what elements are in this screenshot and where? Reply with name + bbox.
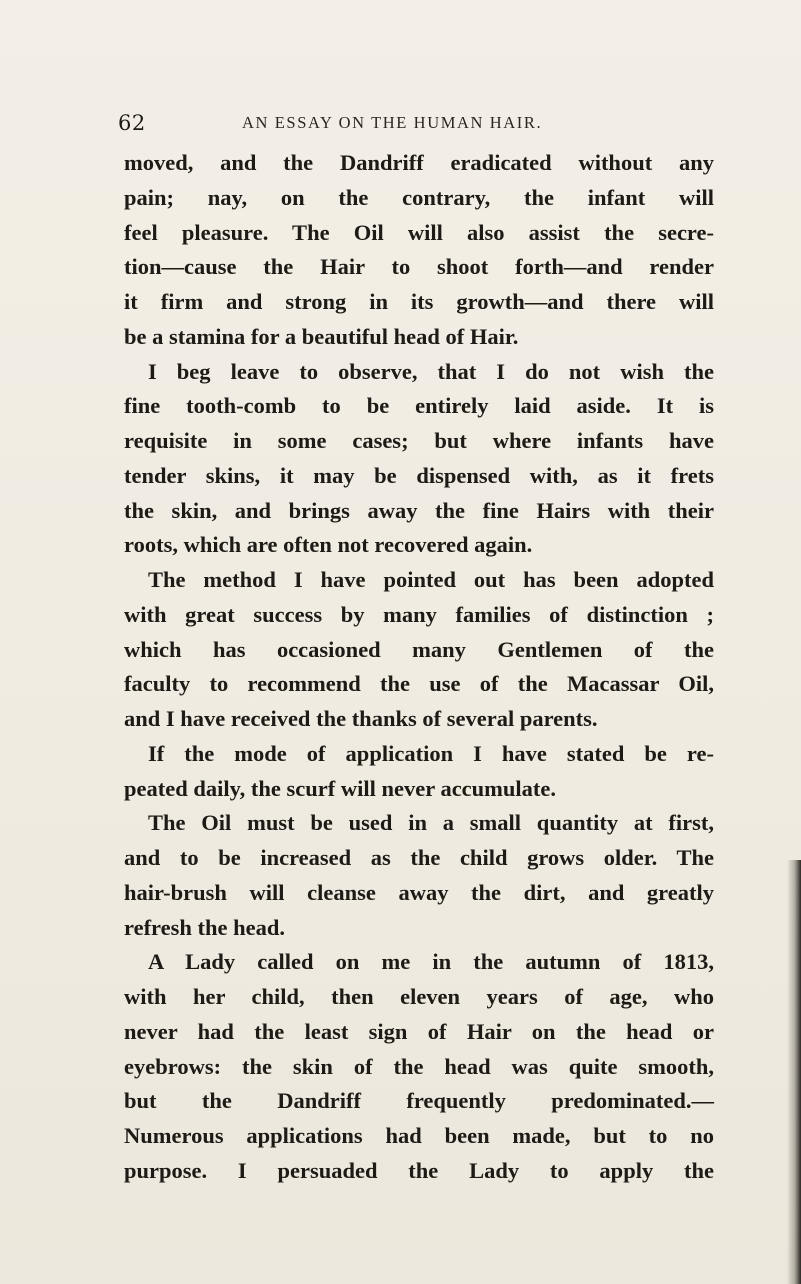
paragraph-first-line: The method I have pointed out has been adopted [148, 567, 714, 592]
text-line: it firm and strong in its growth—and there will [124, 289, 714, 314]
paragraph-first-line: The Oil must be used in a small quantity at first, [148, 810, 714, 836]
text-line: but the Dandriff frequently predominated.— [124, 1088, 714, 1114]
page-number: 62 [118, 111, 146, 135]
text-line: purpose. I persuaded the Lady to apply the [124, 1157, 714, 1183]
text-line: never had the least sign of Hair on the head or [124, 1018, 714, 1044]
text-line: with her child, then eleven years of age, who [124, 984, 714, 1009]
body-text [124, 146, 714, 1189]
text-line: roots, which are often not recovered again. [124, 532, 533, 558]
text-line: the skin, and brings away the fine Hairs with their [124, 497, 714, 523]
text-line: refresh the head. [124, 914, 286, 940]
text-line: Numerous applications had been made, but to no [124, 1123, 714, 1148]
running-head-title: AN ESSAY ON THE HUMAN HAIR. [242, 113, 543, 132]
text-line: faculty to recommend the use of the Macassar Oil, [124, 671, 714, 697]
text-line: be a stamina for a beautiful head of Hair. [124, 323, 519, 349]
text-line: tion—cause the Hair to shoot forth—and render [124, 254, 714, 280]
text-line: peated daily, the scurf will never accumulate. [124, 775, 557, 801]
paragraph-first-line: I beg leave to observe, that I do not wish the [148, 358, 714, 384]
text-line: requisite in some cases; but where infants have [124, 428, 714, 453]
text-line: and I have received the thanks of several parents. [124, 706, 598, 731]
paragraph-first-line: If the mode of application I have stated be re- [148, 740, 714, 766]
text-line: fine tooth-comb to be entirely laid aside. It is [124, 393, 714, 419]
text-line: with great success by many families of distinction ; [124, 601, 714, 627]
text-line: pain; nay, on the contrary, the infant will [124, 184, 714, 210]
text-line: tender skins, it may be dispensed with, as it frets [124, 462, 714, 488]
running-head [0, 111, 801, 135]
paragraph-first-line: A Lady called on me in the autumn of 1813, [148, 949, 714, 975]
text-line: moved, and the Dandriff eradicated without any [124, 150, 714, 175]
text-line: and to be increased as the child grows older. The [124, 845, 714, 870]
page-edge-shadow [787, 860, 801, 1284]
text-line: which has occasioned many Gentlemen of the [124, 636, 714, 662]
text-line: eyebrows: the skin of the head was quite smooth, [124, 1053, 714, 1079]
text-line: feel pleasure. The Oil will also assist the secre- [124, 219, 714, 245]
text-line: hair-brush will cleanse away the dirt, and greatly [124, 879, 714, 905]
